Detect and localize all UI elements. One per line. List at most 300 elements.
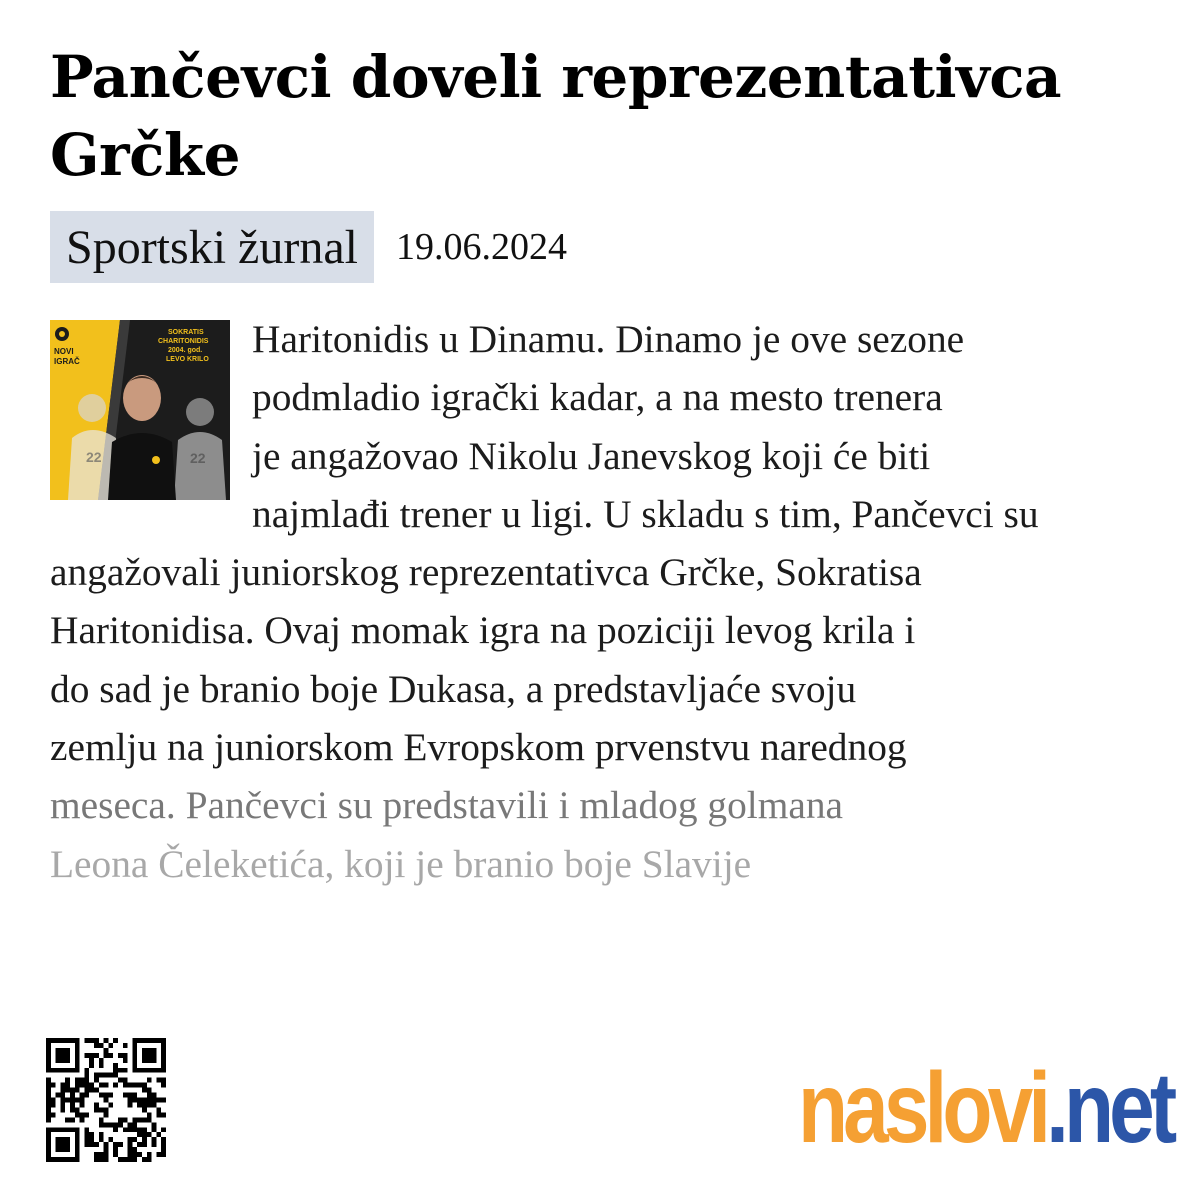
qr-module xyxy=(104,1157,109,1162)
qr-module xyxy=(147,1068,152,1073)
qr-module xyxy=(104,1147,109,1152)
qr-module xyxy=(147,1132,152,1137)
qr-module xyxy=(118,1122,123,1127)
qr-module xyxy=(65,1083,70,1088)
qr-module xyxy=(75,1147,80,1152)
qr-module xyxy=(132,1048,137,1053)
qr-module xyxy=(75,1063,80,1068)
qr-module xyxy=(84,1053,89,1058)
qr-module xyxy=(46,1063,51,1068)
qr-module xyxy=(104,1112,109,1117)
qr-module xyxy=(70,1117,75,1122)
qr-module xyxy=(113,1147,118,1152)
logo-text-net: .net xyxy=(1046,1052,1173,1164)
qr-module xyxy=(70,1127,75,1132)
qr-module xyxy=(161,1152,166,1157)
qr-module xyxy=(89,1038,94,1043)
qr-module xyxy=(56,1053,61,1058)
qr-module xyxy=(70,1107,75,1112)
qr-module xyxy=(142,1132,147,1137)
qr-module xyxy=(65,1053,70,1058)
qr-module xyxy=(75,1132,80,1137)
article-thumbnail[interactable] xyxy=(50,320,230,500)
qr-module xyxy=(60,1058,65,1063)
qr-module xyxy=(132,1157,137,1162)
qr-module xyxy=(152,1142,157,1147)
qr-module xyxy=(84,1137,89,1142)
qr-module xyxy=(99,1122,104,1127)
article-body xyxy=(50,310,1150,893)
qr-module xyxy=(80,1078,85,1083)
qr-module xyxy=(132,1058,137,1063)
qr-module xyxy=(128,1102,133,1107)
qr-module xyxy=(75,1137,80,1142)
qr-module xyxy=(147,1093,152,1098)
qr-module xyxy=(75,1157,80,1162)
qr-module xyxy=(70,1068,75,1073)
qr-module xyxy=(60,1038,65,1043)
qr-module xyxy=(46,1098,51,1103)
qr-module xyxy=(132,1093,137,1098)
qr-module xyxy=(46,1152,51,1157)
qr-module xyxy=(80,1112,85,1117)
qr-module xyxy=(123,1058,128,1063)
qr-module xyxy=(123,1127,128,1132)
qr-module xyxy=(84,1073,89,1078)
qr-module xyxy=(161,1048,166,1053)
qr-module xyxy=(84,1112,89,1117)
source-badge[interactable]: Sportski žurnal xyxy=(50,211,374,283)
qr-module xyxy=(113,1122,118,1127)
qr-module xyxy=(51,1112,56,1117)
qr-module xyxy=(89,1088,94,1093)
qr-module xyxy=(94,1078,99,1083)
qr-module xyxy=(70,1157,75,1162)
qr-module xyxy=(128,1098,133,1103)
qr-module xyxy=(65,1127,70,1132)
qr-module xyxy=(46,1078,51,1083)
svg-text:22: 22 xyxy=(190,450,206,466)
qr-module xyxy=(51,1157,56,1162)
qr-module xyxy=(161,1137,166,1142)
svg-text:IGRAČ: IGRAČ xyxy=(54,357,80,366)
qr-module xyxy=(113,1038,118,1043)
qr-module xyxy=(152,1058,157,1063)
qr-module xyxy=(89,1132,94,1137)
qr-module xyxy=(80,1083,85,1088)
qr-module xyxy=(99,1093,104,1098)
qr-module xyxy=(152,1038,157,1043)
qr-module xyxy=(147,1157,152,1162)
qr-module xyxy=(147,1152,152,1157)
qr-module xyxy=(60,1048,65,1053)
qr-module xyxy=(75,1068,80,1073)
qr-module xyxy=(99,1132,104,1137)
qr-module xyxy=(89,1142,94,1147)
qr-module xyxy=(142,1058,147,1063)
qr-module xyxy=(137,1152,142,1157)
qr-module xyxy=(65,1147,70,1152)
qr-module xyxy=(84,1142,89,1147)
qr-module xyxy=(132,1068,137,1073)
qr-module xyxy=(75,1088,80,1093)
qr-module xyxy=(147,1053,152,1058)
qr-module xyxy=(104,1152,109,1157)
qr-module xyxy=(152,1093,157,1098)
qr-module xyxy=(128,1157,133,1162)
qr-module xyxy=(60,1137,65,1142)
qr-module xyxy=(137,1068,142,1073)
qr-module xyxy=(65,1157,70,1162)
qr-module xyxy=(123,1043,128,1048)
qr-module xyxy=(104,1053,109,1058)
qr-module xyxy=(108,1043,113,1048)
qr-module xyxy=(60,1088,65,1093)
svg-text:LEVO KRILO: LEVO KRILO xyxy=(166,356,209,363)
qr-module xyxy=(75,1127,80,1132)
qr-module xyxy=(113,1127,118,1132)
qr-module xyxy=(60,1068,65,1073)
qr-module xyxy=(65,1142,70,1147)
qr-module xyxy=(75,1152,80,1157)
qr-module xyxy=(75,1112,80,1117)
qr-module xyxy=(118,1117,123,1122)
qr-module xyxy=(161,1063,166,1068)
qr-module xyxy=(99,1043,104,1048)
qr-module xyxy=(89,1063,94,1068)
qr-module xyxy=(89,1137,94,1142)
qr-module xyxy=(113,1073,118,1078)
qr-module xyxy=(108,1137,113,1142)
qr-module xyxy=(132,1083,137,1088)
article-line: do sad je branio boje Dukasa, a predstavljaće svoju xyxy=(50,666,857,711)
svg-text:NOVI: NOVI xyxy=(54,347,74,356)
qr-module xyxy=(152,1068,157,1073)
qr-module xyxy=(128,1137,133,1142)
article-line: najmlađi trener u ligi. U skladu s tim, Pančevci su xyxy=(252,491,1039,536)
article-meta xyxy=(50,211,567,283)
qr-module xyxy=(75,1043,80,1048)
qr-module xyxy=(80,1098,85,1103)
qr-module xyxy=(46,1117,51,1122)
qr-module xyxy=(75,1038,80,1043)
qr-module xyxy=(123,1078,128,1083)
svg-text:CHARITONIDIS: CHARITONIDIS xyxy=(158,338,209,345)
qr-module xyxy=(132,1147,137,1152)
qr-module xyxy=(152,1137,157,1142)
qr-module xyxy=(46,1132,51,1137)
qr-module xyxy=(94,1107,99,1112)
qr-module xyxy=(142,1127,147,1132)
qr-module xyxy=(70,1102,75,1107)
article-line: zemlju na juniorskom Evropskom prvenstvu narednog xyxy=(50,725,907,770)
qr-module xyxy=(132,1043,137,1048)
qr-module xyxy=(99,1058,104,1063)
qr-code-icon[interactable] xyxy=(46,1038,166,1162)
qr-module xyxy=(65,1058,70,1063)
qr-module xyxy=(161,1058,166,1063)
qr-module xyxy=(156,1038,161,1043)
qr-module xyxy=(46,1053,51,1058)
qr-module xyxy=(113,1068,118,1073)
qr-module xyxy=(51,1098,56,1103)
qr-module xyxy=(161,1078,166,1083)
qr-module xyxy=(118,1142,123,1147)
qr-module xyxy=(89,1053,94,1058)
qr-module xyxy=(65,1068,70,1073)
qr-module xyxy=(104,1142,109,1147)
qr-module xyxy=(118,1053,123,1058)
qr-module xyxy=(142,1088,147,1093)
qr-module xyxy=(65,1078,70,1083)
qr-module xyxy=(94,1102,99,1107)
qr-module xyxy=(147,1038,152,1043)
qr-module xyxy=(132,1152,137,1157)
qr-module xyxy=(56,1048,61,1053)
qr-module xyxy=(51,1038,56,1043)
qr-module xyxy=(147,1112,152,1117)
article-line: angažovali juniorskog reprezentativca Grčke, Sokratisa xyxy=(50,550,922,595)
qr-module xyxy=(137,1127,142,1132)
qr-module xyxy=(84,1088,89,1093)
qr-module xyxy=(70,1098,75,1103)
qr-module xyxy=(132,1137,137,1142)
qr-module xyxy=(152,1102,157,1107)
article-line: je angažovao Nikolu Janevskog koji će biti xyxy=(252,433,931,478)
qr-module xyxy=(75,1078,80,1083)
qr-module xyxy=(161,1142,166,1147)
qr-module xyxy=(147,1088,152,1093)
qr-module xyxy=(80,1102,85,1107)
qr-module xyxy=(152,1053,157,1058)
qr-module xyxy=(60,1157,65,1162)
qr-module xyxy=(142,1048,147,1053)
qr-module xyxy=(46,1147,51,1152)
qr-module xyxy=(142,1107,147,1112)
qr-module xyxy=(94,1152,99,1157)
qr-module xyxy=(118,1157,123,1162)
qr-module xyxy=(137,1098,142,1103)
article-line: podmladio igrački kadar, a na mesto trenera xyxy=(252,375,943,420)
qr-module xyxy=(65,1117,70,1122)
qr-module xyxy=(142,1137,147,1142)
qr-module xyxy=(132,1127,137,1132)
qr-module xyxy=(147,1078,152,1083)
qr-module xyxy=(152,1048,157,1053)
qr-module xyxy=(142,1117,147,1122)
qr-module xyxy=(51,1127,56,1132)
qr-module xyxy=(51,1102,56,1107)
qr-module xyxy=(84,1127,89,1132)
qr-module xyxy=(104,1048,109,1053)
qr-module xyxy=(161,1043,166,1048)
article-line: Haritonidisa. Ovaj momak igra na poziciji levog krila i xyxy=(50,608,916,653)
qr-module xyxy=(128,1142,133,1147)
qr-module xyxy=(94,1053,99,1058)
qr-module xyxy=(65,1098,70,1103)
qr-module xyxy=(60,1102,65,1107)
qr-module xyxy=(156,1107,161,1112)
qr-module xyxy=(118,1078,123,1083)
qr-module xyxy=(123,1068,128,1073)
qr-module xyxy=(137,1117,142,1122)
logo-text-naslovi: naslovi xyxy=(798,1052,1047,1164)
qr-module xyxy=(104,1107,109,1112)
qr-module xyxy=(99,1117,104,1122)
qr-module xyxy=(161,1147,166,1152)
qr-module xyxy=(113,1063,118,1068)
qr-module xyxy=(70,1088,75,1093)
qr-module xyxy=(152,1122,157,1127)
qr-module xyxy=(156,1132,161,1137)
qr-module xyxy=(75,1083,80,1088)
qr-module xyxy=(132,1038,137,1043)
qr-module xyxy=(84,1093,89,1098)
qr-module xyxy=(108,1073,113,1078)
qr-module xyxy=(113,1083,118,1088)
qr-module xyxy=(46,1043,51,1048)
qr-module xyxy=(152,1127,157,1132)
publish-date: 19.06.2024 xyxy=(395,226,567,268)
qr-module xyxy=(46,1048,51,1053)
qr-module xyxy=(80,1093,85,1098)
qr-module xyxy=(46,1142,51,1147)
qr-module xyxy=(104,1073,109,1078)
qr-module xyxy=(94,1073,99,1078)
qr-module xyxy=(99,1107,104,1112)
qr-module xyxy=(161,1053,166,1058)
qr-module xyxy=(123,1157,128,1162)
qr-module xyxy=(84,1132,89,1137)
qr-module xyxy=(104,1122,109,1127)
qr-module xyxy=(128,1127,133,1132)
qr-module xyxy=(60,1083,65,1088)
qr-module xyxy=(89,1058,94,1063)
qr-module xyxy=(94,1088,99,1093)
qr-module xyxy=(108,1102,113,1107)
qr-module xyxy=(56,1157,61,1162)
qr-module xyxy=(156,1112,161,1117)
qr-module xyxy=(113,1142,118,1147)
qr-module xyxy=(128,1093,133,1098)
qr-module xyxy=(56,1127,61,1132)
qr-module xyxy=(51,1068,56,1073)
qr-module xyxy=(108,1122,113,1127)
qr-module xyxy=(137,1132,142,1137)
qr-module xyxy=(75,1107,80,1112)
qr-module xyxy=(113,1152,118,1157)
qr-module xyxy=(84,1083,89,1088)
qr-module xyxy=(132,1098,137,1103)
qr-module xyxy=(60,1098,65,1103)
qr-module xyxy=(132,1063,137,1068)
qr-module xyxy=(94,1142,99,1147)
qr-module xyxy=(161,1068,166,1073)
svg-text:2004. god.: 2004. god. xyxy=(168,347,203,354)
qr-module xyxy=(65,1137,70,1142)
qr-module xyxy=(142,1038,147,1043)
qr-module xyxy=(80,1117,85,1122)
qr-module xyxy=(56,1147,61,1152)
qr-module xyxy=(56,1093,61,1098)
qr-module xyxy=(142,1053,147,1058)
qr-module xyxy=(60,1053,65,1058)
qr-module xyxy=(142,1068,147,1073)
qr-module xyxy=(161,1098,166,1103)
qr-module xyxy=(65,1048,70,1053)
qr-module xyxy=(161,1083,166,1088)
qr-module xyxy=(70,1093,75,1098)
qr-module xyxy=(46,1112,51,1117)
qr-module xyxy=(99,1063,104,1068)
qr-module xyxy=(51,1083,56,1088)
qr-module xyxy=(132,1122,137,1127)
qr-module xyxy=(104,1083,109,1088)
qr-module xyxy=(75,1142,80,1147)
qr-module xyxy=(75,1048,80,1053)
qr-module xyxy=(46,1102,51,1107)
qr-module xyxy=(99,1152,104,1157)
qr-module xyxy=(56,1142,61,1147)
qr-module xyxy=(75,1058,80,1063)
qr-module xyxy=(94,1157,99,1162)
qr-module xyxy=(46,1083,51,1088)
qr-module xyxy=(46,1038,51,1043)
qr-module xyxy=(156,1068,161,1073)
qr-module xyxy=(60,1127,65,1132)
qr-module xyxy=(123,1117,128,1122)
qr-module xyxy=(147,1102,152,1107)
qr-module xyxy=(128,1147,133,1152)
naslovi-logo[interactable] xyxy=(798,1052,1173,1164)
qr-module xyxy=(156,1078,161,1083)
qr-module xyxy=(137,1038,142,1043)
qr-module xyxy=(123,1083,128,1088)
qr-module xyxy=(60,1147,65,1152)
qr-module xyxy=(142,1083,147,1088)
qr-module xyxy=(94,1043,99,1048)
qr-module xyxy=(108,1053,113,1058)
qr-module xyxy=(147,1117,152,1122)
qr-module xyxy=(108,1093,113,1098)
qr-module xyxy=(46,1093,51,1098)
qr-module xyxy=(142,1098,147,1103)
qr-module xyxy=(123,1053,128,1058)
qr-module xyxy=(99,1083,104,1088)
qr-module xyxy=(132,1117,137,1122)
qr-module xyxy=(142,1102,147,1107)
svg-text:SOKRATIS: SOKRATIS xyxy=(168,329,204,336)
qr-module xyxy=(65,1038,70,1043)
qr-module xyxy=(99,1137,104,1142)
qr-module xyxy=(123,1093,128,1098)
qr-module xyxy=(99,1073,104,1078)
qr-module xyxy=(46,1068,51,1073)
qr-module xyxy=(56,1137,61,1142)
qr-module xyxy=(75,1098,80,1103)
qr-module xyxy=(94,1038,99,1043)
qr-module xyxy=(147,1098,152,1103)
qr-module xyxy=(132,1053,137,1058)
article-line-faded: meseca. Pančevci su predstavili i mladog golmana xyxy=(50,783,844,828)
qr-module xyxy=(46,1157,51,1162)
qr-module xyxy=(161,1112,166,1117)
qr-module xyxy=(46,1127,51,1132)
qr-module xyxy=(75,1053,80,1058)
qr-module xyxy=(128,1152,133,1157)
qr-module xyxy=(56,1068,61,1073)
qr-module xyxy=(161,1127,166,1132)
